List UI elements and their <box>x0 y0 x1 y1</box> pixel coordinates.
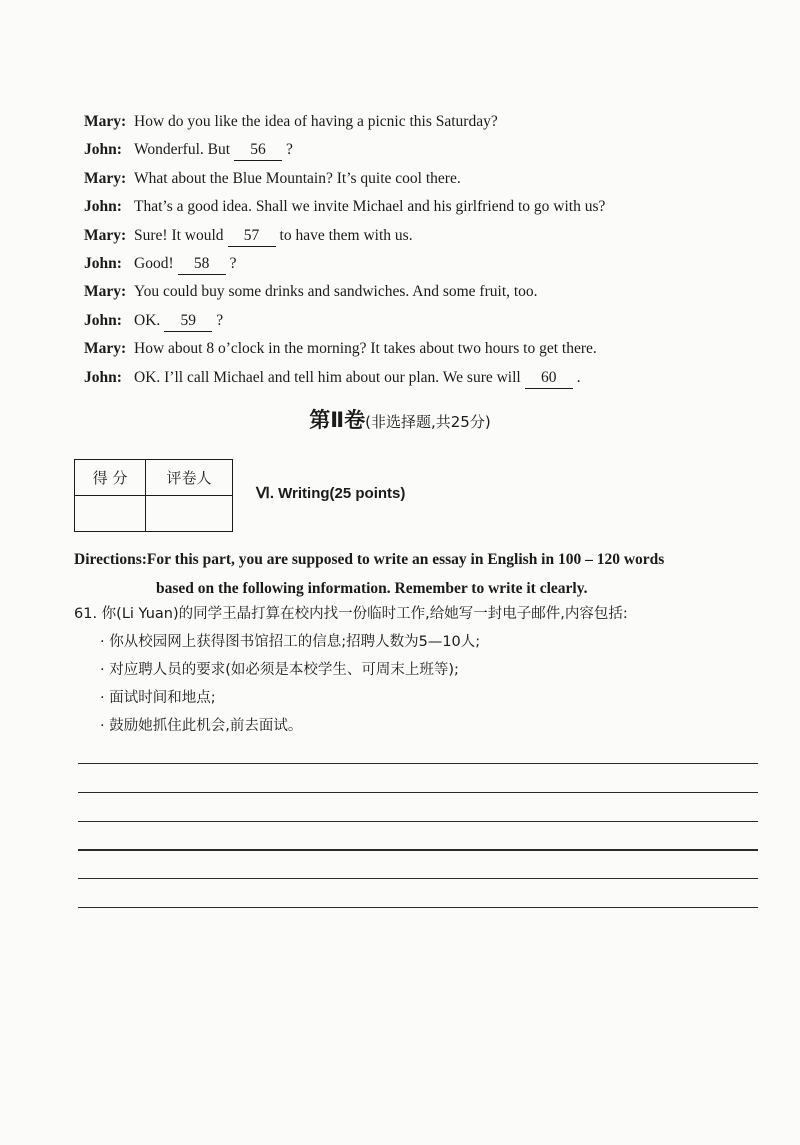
writing-heading: Ⅵ. Writing(25 points) <box>256 485 406 502</box>
task-bullet: · 鼓励她抓住此机会,前去面试。 <box>100 718 303 734</box>
section-title-main: 第Ⅱ卷 <box>309 408 366 432</box>
dialogue-text: How about 8 o’clock in the morning? It takes about two hours to get there. <box>134 340 597 358</box>
task-prompt <box>74 600 774 740</box>
directions <box>74 545 764 603</box>
task-intro: 61. 你(Li Yuan)的同学王晶打算在校内找一份临时工作,给她写一封电子邮件,内容包括: <box>74 606 628 622</box>
answer-blank-59[interactable]: 59 <box>164 311 212 332</box>
dialogue-text: Wonderful. But <box>134 141 231 159</box>
dialogue-text-after: to have them with us. <box>279 226 413 244</box>
section-title-sub: (非选择题,共25分) <box>365 413 491 431</box>
speaker: John: <box>84 198 122 216</box>
speaker: John: <box>84 141 122 159</box>
answer-blank-60[interactable]: 60 <box>525 368 573 389</box>
grader-cell[interactable] <box>146 496 233 532</box>
score-header: 得 分 <box>75 460 146 496</box>
dialogue-line <box>84 222 704 250</box>
dialogue-text-after: ? <box>286 141 293 159</box>
task-bullet: · 对应聘人员的要求(如必须是本校学生、可周末上班等); <box>100 662 459 678</box>
score-table <box>74 459 233 532</box>
directions-line-2: based on the following information. Remember to write it clearly. <box>156 580 588 597</box>
speaker: John: <box>84 311 122 329</box>
speaker: Mary: <box>84 340 127 358</box>
dialogue-line <box>84 136 704 164</box>
dialogue <box>84 108 704 392</box>
answer-line[interactable] <box>78 763 758 764</box>
dialogue-line <box>84 108 704 136</box>
speaker: Mary: <box>84 283 127 301</box>
dialogue-text: What about the Blue Mountain? It’s quite cool there. <box>134 169 461 187</box>
answer-blank-56[interactable]: 56 <box>234 140 282 161</box>
answer-blank-57[interactable]: 57 <box>228 226 276 247</box>
dialogue-text: You could buy some drinks and sandwiches. And some fruit, too. <box>134 283 538 301</box>
dialogue-line <box>84 364 704 392</box>
section-title <box>0 404 800 434</box>
answer-lines[interactable] <box>78 763 758 936</box>
score-cell[interactable] <box>75 496 146 532</box>
dialogue-line <box>84 335 704 363</box>
answer-line[interactable] <box>78 821 758 822</box>
speaker: John: <box>84 368 122 386</box>
speaker: Mary: <box>84 113 127 130</box>
grader-header: 评卷人 <box>146 460 233 496</box>
dialogue-line <box>84 307 704 335</box>
dialogue-text: That’s a good idea. Shall we invite Michael and his girlfriend to go with us? <box>134 198 606 216</box>
directions-line-1: Directions:For this part, you are supposed to write an essay in English in 100 – 120 words <box>74 551 665 568</box>
task-bullet: · 你从校园网上获得图书馆招工的信息;招聘人数为5—10人; <box>100 634 481 650</box>
dialogue-text-after: ? <box>216 311 224 329</box>
dialogue-text-after: . <box>576 368 581 386</box>
answer-line[interactable] <box>78 878 758 879</box>
dialogue-text: Good! <box>134 254 174 272</box>
speaker: Mary: <box>84 226 127 244</box>
dialogue-text: Sure! It would <box>134 226 224 244</box>
dialogue-line <box>84 278 704 306</box>
speaker: John: <box>84 254 122 272</box>
dialogue-line <box>84 165 704 193</box>
answer-line[interactable] <box>78 849 758 850</box>
answer-line[interactable] <box>78 907 758 908</box>
dialogue-text: OK. I’ll call Michael and tell him about our plan. We sure will <box>134 368 521 386</box>
answer-blank-58[interactable]: 58 <box>178 254 226 275</box>
speaker: Mary: <box>84 169 127 187</box>
dialogue-text: How do you like the idea of having a picnic this Saturday? <box>134 113 498 130</box>
dialogue-text: OK. <box>134 311 161 329</box>
task-bullet: · 面试时间和地点; <box>100 690 216 706</box>
dialogue-line <box>84 193 704 221</box>
dialogue-line <box>84 250 704 278</box>
dialogue-text-after: ? <box>229 254 237 272</box>
answer-line[interactable] <box>78 792 758 793</box>
